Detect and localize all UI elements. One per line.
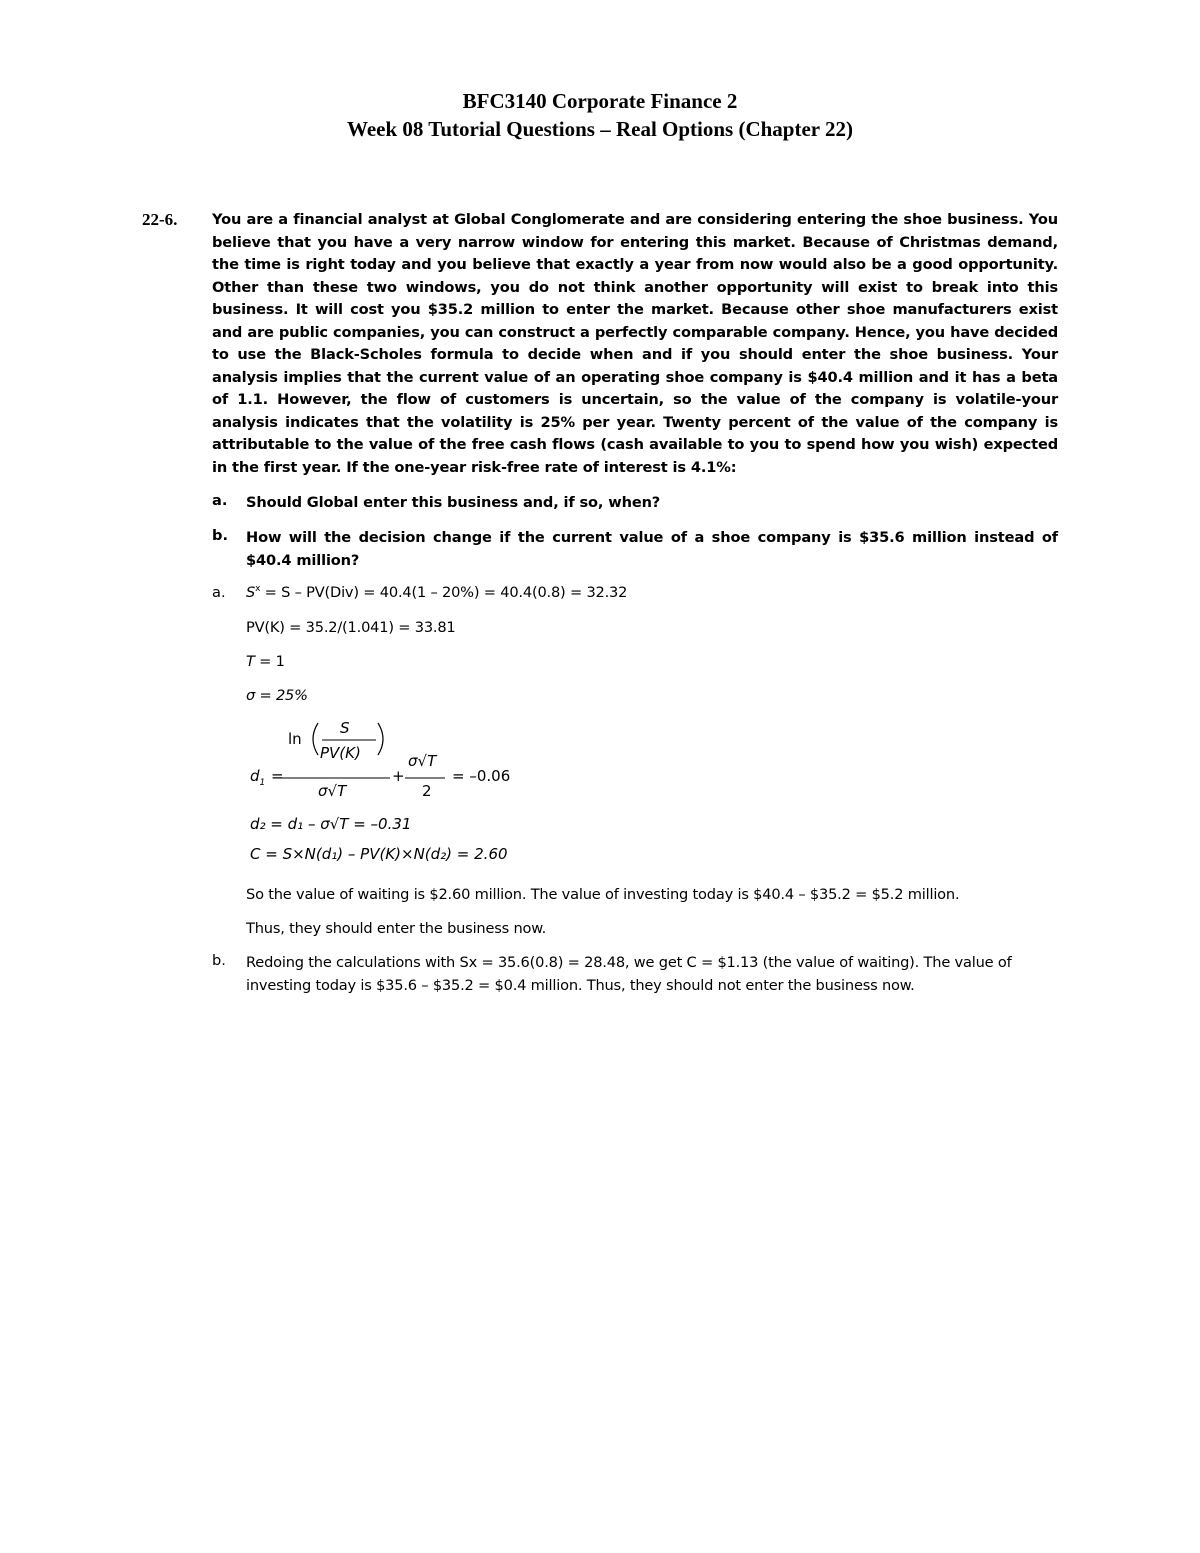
ln-symbol: ln [288,730,302,748]
sigma-sqrt-t-denominator: σ√T [318,782,347,800]
two: 2 [422,782,432,800]
d-symbol: d [250,767,260,785]
t-symbol: T [246,653,255,670]
conclusion-1: So the value of waiting is $2.60 million. The value of investing today is $40.4 – $35.2 = $5.2 million. [246,886,960,903]
part-b-label: b. [212,527,228,544]
sigma-sqrt-t-numerator: σ√T [408,752,437,770]
week-title: Week 08 Tutorial Questions – Real Options (Chapter 22) [347,117,853,141]
t-value: = 1 [254,653,285,670]
course-title: BFC3140 Corporate Finance 2 [462,89,738,113]
part-a-label: a. [212,492,228,509]
d1-result: = –0.06 [452,767,511,785]
question-number: 22-6. [142,210,178,229]
answer-a-label: a. [212,584,226,601]
answer-line-s-prime [246,584,627,601]
d2-line: d₂ = d₁ – σ√T = –0.31 [250,815,412,833]
d-subscript: 1 [259,778,266,788]
question-text: You are a financial analyst at Global Conglomerate and are considering entering the shoe business. You believe that you have a very narrow window for entering this market. Because of Christmas demand, the time is right today and you believe that exactly a year from now would also be a good opportunity. Other than these two windows, you do not think another opportunity will exist to break into this business. It will cost you $35.2 million to enter the market. Because other shoe manufacturers exist and are public companies, you can construct a perfectly comparable company. Hence, you have decided to use the Black-Scholes formula to decide when and if you should enter the shoe business. Your analysis implies that the current value of an operating shoe company is $40.4 million and it has a beta of 1.1. However, the flow of customers is uncertain, so the value of the company is volatile-your analysis indicates that the volatility is 25% per year. Twenty percent of the value of the company is attributable to the value of the free cash flows (cash available to you to spend how you wish) expected in the first year. If the one-year risk-free rate of interest is 4.1%: [212,211,1058,476]
ln-numerator: S [340,719,350,737]
d1-eq: = [271,767,284,785]
prime-symbol: x [255,584,261,595]
ln-denominator: PV(K) [320,744,361,762]
s-prime-rest: = S – PV(Div) = 40.4(1 – 20%) = 40.4(0.8) = 32.32 [260,584,628,601]
answer-b-text: Redoing the calculations with Sx = 35.6(0.8) = 28.48, we get C = $1.13 (the value of waiting). The value of investing today is $35.6 – $35.2 = $0.4 million. Thus, they should not enter the business now. [246,954,1012,994]
part-b-text: How will the decision change if the current value of a shoe company is $35.6 million instead of $40.4 million? [246,529,1058,569]
answer-line-pvk: PV(K) = 35.2/(1.041) = 33.81 [246,619,456,636]
conclusion-2: Thus, they should enter the business now. [246,920,547,937]
s-symbol: S [246,584,256,601]
answer-line-sigma: σ = 25% [246,687,308,704]
part-a-text: Should Global enter this business and, if so, when? [246,494,661,511]
d1-lhs [250,767,265,788]
answer-b-label: b. [212,952,226,969]
c-line: C = S×N(d₁) – PV(K)×N(d₂) = 2.60 [250,845,508,863]
plus-sign: + [392,767,405,785]
answer-line-t [246,653,285,670]
